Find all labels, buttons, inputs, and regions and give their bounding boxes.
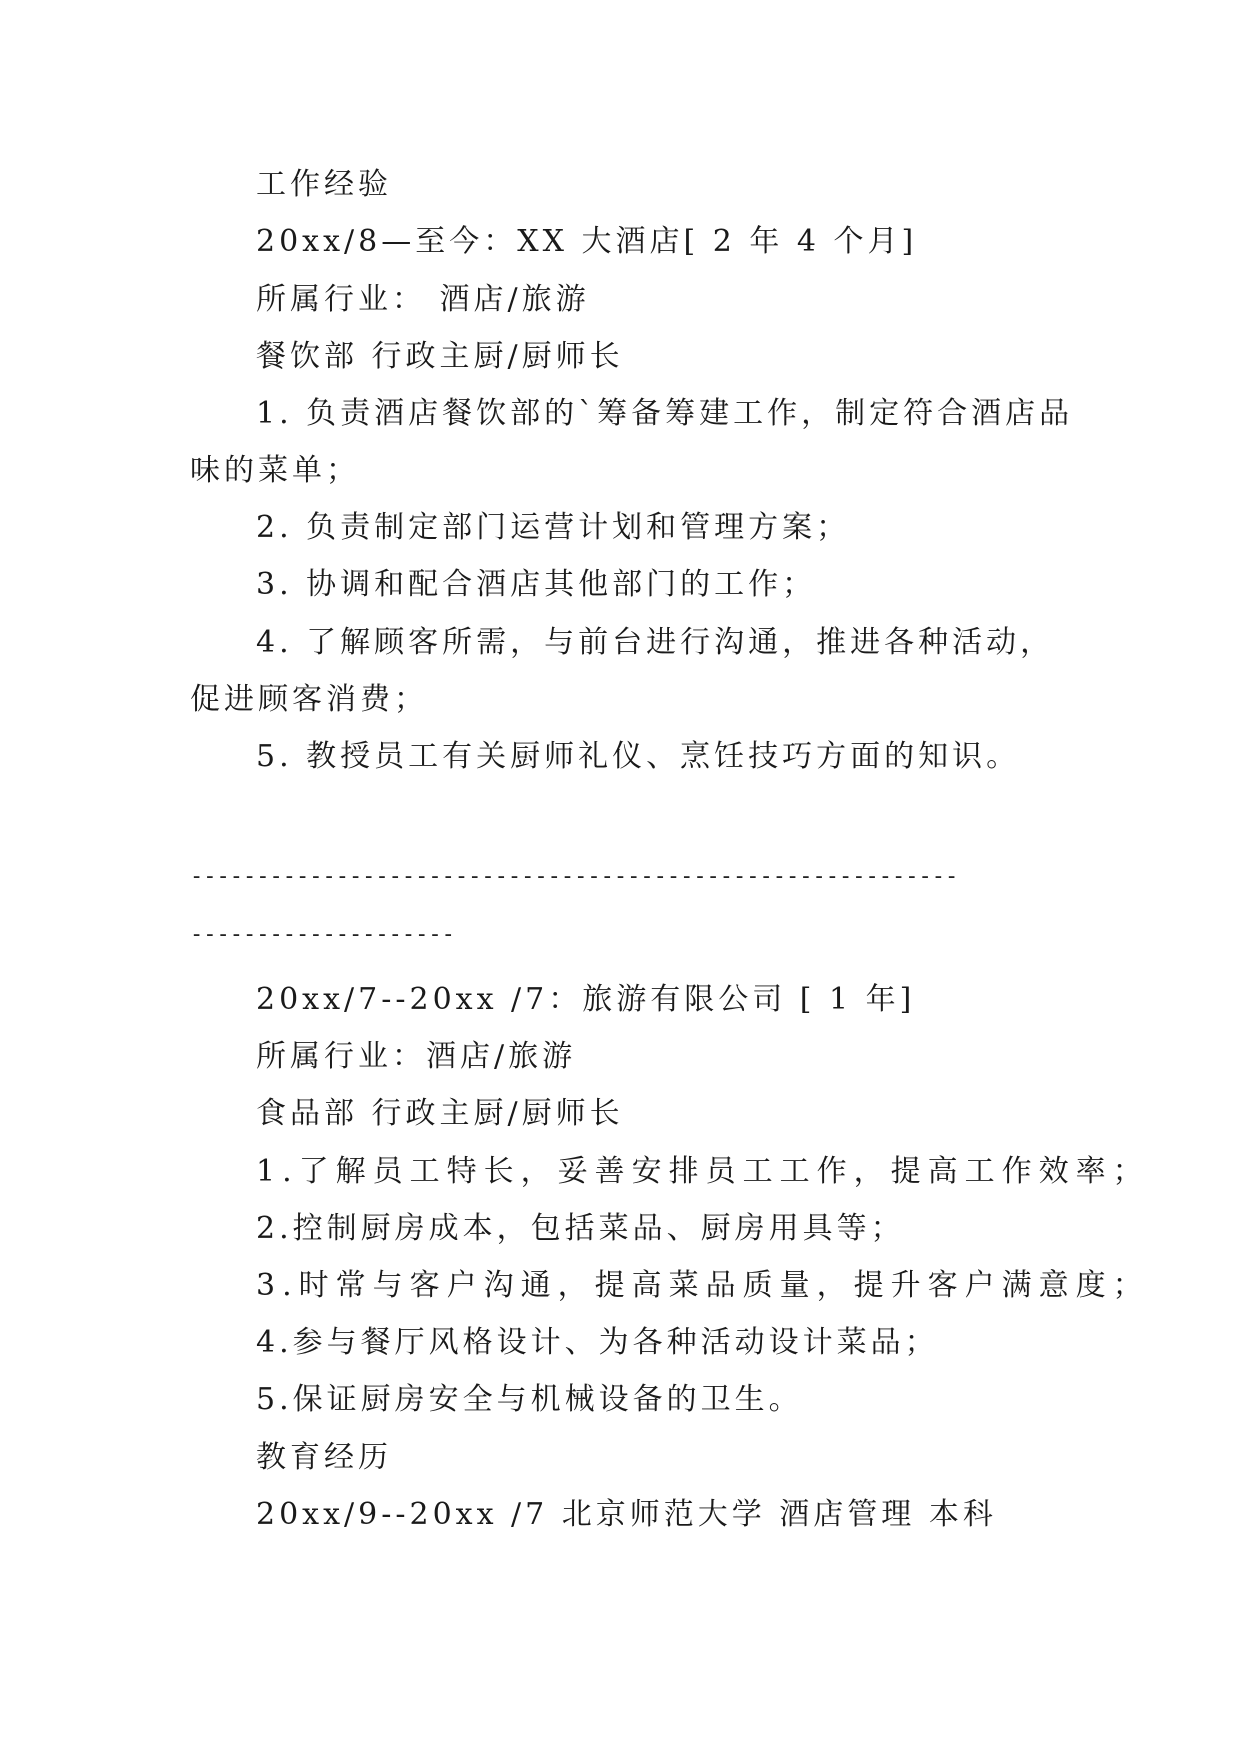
divider-line-1: ---------------------------------------------------------- bbox=[190, 864, 959, 889]
job1-duty1-line2: 味的菜单； bbox=[190, 453, 360, 488]
job1-duty5: 5. 教授员工有关厨师礼仪、烹饪技巧方面的知识。 bbox=[256, 739, 1021, 774]
job1-position: 餐饮部 行政主厨/厨师长 bbox=[256, 339, 624, 374]
job1-period: 20xx/8—至今：XX 大酒店[ 2 年 4 个月] bbox=[256, 224, 918, 259]
divider-line-2: -------------------- bbox=[190, 922, 455, 947]
job2-duty5: 5.保证厨房安全与机械设备的卫生。 bbox=[256, 1382, 803, 1417]
work-experience-heading: 工作经验 bbox=[256, 167, 392, 202]
job2-position: 食品部 行政主厨/厨师长 bbox=[256, 1096, 624, 1131]
job1-duty1-line1: 1. 负责酒店餐饮部的`筹备筹建工作，制定符合酒店品 bbox=[256, 396, 1074, 431]
job2-industry: 所属行业：酒店/旅游 bbox=[256, 1039, 577, 1074]
job2-duty1: 1.了解员工特长，妥善安排员工工作，提高工作效率； bbox=[256, 1154, 1150, 1189]
job1-duty3: 3. 协调和配合酒店其他部门的工作； bbox=[256, 567, 817, 602]
job2-period: 20xx/7--20xx /7：旅游有限公司 [ 1 年] bbox=[256, 982, 916, 1017]
job2-duty2: 2.控制厨房成本，包括菜品、厨房用具等； bbox=[256, 1211, 905, 1246]
job1-duty2: 2. 负责制定部门运营计划和管理方案； bbox=[256, 510, 851, 545]
job1-duty4-line2: 促进顾客消费； bbox=[190, 682, 428, 717]
job1-industry: 所属行业： 酒店/旅游 bbox=[256, 282, 590, 317]
job1-duty4-line1: 4. 了解顾客所需，与前台进行沟通，推进各种活动， bbox=[256, 625, 1055, 660]
education-heading: 教育经历 bbox=[256, 1440, 392, 1475]
job2-duty3: 3.时常与客户沟通，提高菜品质量，提升客户满意度； bbox=[256, 1268, 1150, 1303]
job2-duty4: 4.参与餐厅风格设计、为各种活动设计菜品； bbox=[256, 1325, 939, 1360]
education-entry: 20xx/9--20xx /7 北京师范大学 酒店管理 本科 bbox=[256, 1497, 997, 1532]
